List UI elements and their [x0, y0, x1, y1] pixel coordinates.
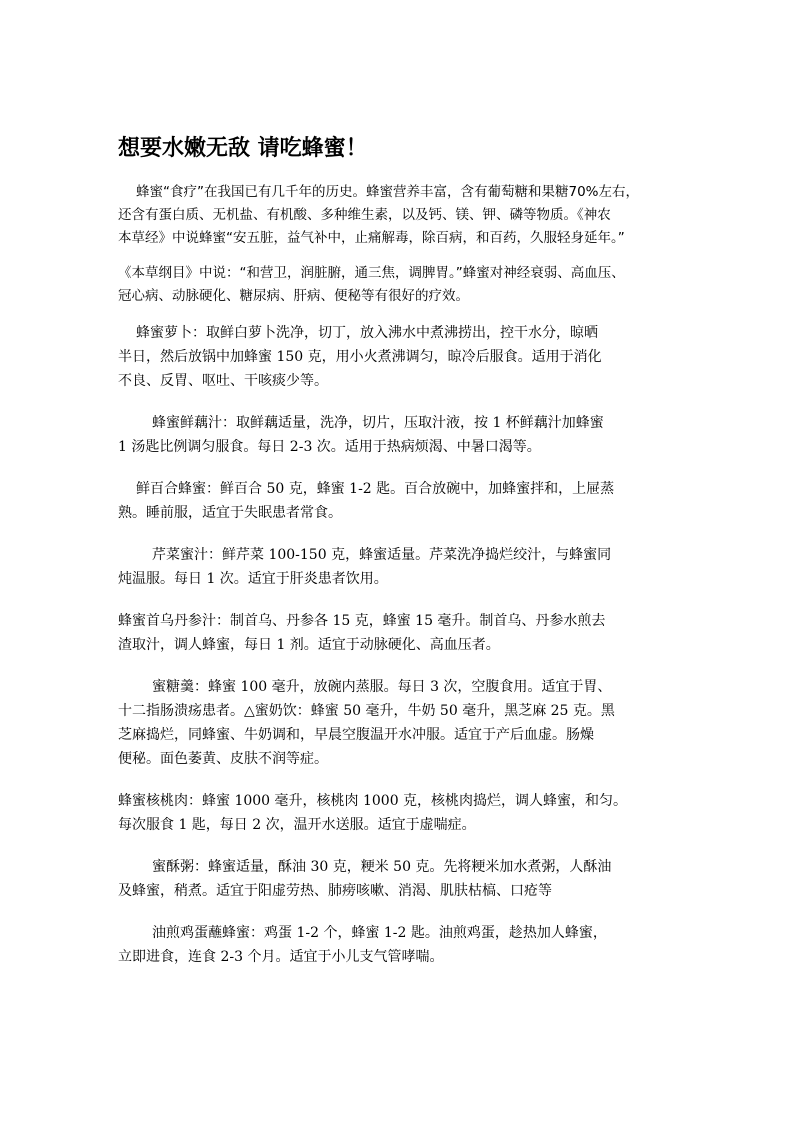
paragraph-line: 1 汤匙比例调匀服食。每日 2-3 次。适用于热病烦渴、中暑口渴等。 — [118, 439, 541, 455]
paragraph-line: 不良、反胃、呕吐、干咳痰少等。 — [118, 373, 328, 389]
paragraph-line: 芝麻捣烂，同蜂蜜、牛奶调和，早晨空腹温开水冲服。适宜于产后血虚。肠燥 — [118, 727, 594, 743]
paragraph-line: 炖温服。每日 1 次。适宜于肝炎患者饮用。 — [118, 571, 388, 587]
paragraph — [118, 262, 688, 308]
paragraph-line: 渣取汁，调人蜂蜜，每日 1 剂。适宜于动脉硬化、高血压者。 — [118, 637, 500, 653]
paragraph-line: 冠心病、动脉硬化、糖尿病、肝病、便秘等有很好的疗效。 — [118, 288, 469, 304]
paragraph-line: 蜜酥粥：蜂蜜适量，酥油 30 克，粳米 50 克。先将粳米加水煮粥，人酥油 — [152, 859, 612, 875]
paragraph-line: 立即进食，连食 2-3 个月。适宜于小儿支气管哮喘。 — [118, 949, 444, 965]
paragraph — [118, 477, 688, 525]
paragraph-line: 蜂蜜首乌丹参汁：制首乌、丹参各 15 克，蜂蜜 15 毫升。制首乌、丹参水煎去 — [118, 613, 606, 629]
paragraph — [118, 411, 688, 459]
paragraph-line: 熟。睡前服，适宜于失眠患者常食。 — [118, 505, 342, 521]
paragraph-line: 蜜糖羹：蜂蜜 100 毫升，放碗内蒸服。每日 3 次，空腹食用。适宜于胃、 — [152, 679, 612, 695]
paragraph-line: 半日，然后放锅中加蜂蜜 150 克，用小火煮沸调匀，晾冷后服食。适用于消化 — [118, 349, 602, 365]
paragraph-line: 油煎鸡蛋蘸蜂蜜：鸡蛋 1-2 个，蜂蜜 1-2 匙。油煎鸡蛋，趁热加人蜂蜜， — [152, 925, 607, 941]
paragraph — [118, 675, 688, 771]
paragraph-line: 蜂蜜萝卜：取鲜白萝卜洗净，切丁，放入沸水中煮沸捞出，控干水分，晾晒 — [136, 325, 598, 341]
paragraph-line: 蜂蜜“食疗”在我国已有几千年的历史。蜂蜜营养丰富，含有葡萄糖和果糖70%左右， — [136, 184, 639, 200]
paragraph — [118, 855, 688, 903]
article-title: 想要水嫩无敌 请吃蜂蜜！ — [118, 136, 368, 161]
paragraph-line: 及蜂蜜，稍煮。适宜于阳虚劳热、肺痨咳嗽、消渴、肌肤枯槁、口疮等 — [118, 883, 552, 899]
paragraph-line: 便秘。面色萎黄、皮肤不润等症。 — [118, 751, 328, 767]
article-body — [118, 181, 688, 969]
paragraph — [118, 181, 688, 250]
paragraph-line: 鲜百合蜂蜜：鲜百合 50 克，蜂蜜 1-2 匙。百合放碗中，加蜂蜜拌和，上屉蒸 — [136, 481, 615, 497]
paragraph — [118, 609, 688, 657]
paragraph-line: 还含有蛋白质、无机盐、有机酸、多种维生素，以及钙、镁、钾、磷等物质。《神农 — [118, 207, 611, 223]
paragraph — [118, 543, 688, 591]
paragraph-line: 蜂蜜核桃肉：蜂蜜 1000 毫升，核桃肉 1000 克，核桃肉捣烂，调人蜂蜜，和匀。 — [118, 793, 628, 809]
paragraph-line: 蜂蜜鲜藕汁：取鲜藕适量，洗净，切片，压取汁液，按 1 杯鲜藕汁加蜂蜜 — [152, 415, 604, 431]
paragraph — [118, 789, 688, 837]
paragraph — [118, 921, 688, 969]
paragraph — [118, 321, 688, 393]
paragraph-line: 本草经》中说蜂蜜“安五脏，益气补中，止痛解毒，除百病，和百药，久服轻身延年。” — [118, 230, 625, 246]
paragraph-line: 芹菜蜜汁：鲜芹菜 100-150 克，蜂蜜适量。芹菜洗净捣烂绞汁，与蜂蜜同 — [152, 547, 612, 563]
paragraph-line: 每次服食 1 匙，每日 2 次，温开水送服。适宜于虚喘症。 — [118, 817, 476, 833]
paragraph-line: 十二指肠溃疡患者。△蜜奶饮：蜂蜜 50 毫升，牛奶 50 毫升，黑芝麻 25 克。黑 — [118, 703, 615, 719]
document-page — [118, 134, 688, 987]
paragraph-line: 《本草纲目》中说：“和营卫，润脏腑，通三焦，调脾胃。”蜂蜜对神经衰弱、高血压、 — [118, 265, 625, 281]
